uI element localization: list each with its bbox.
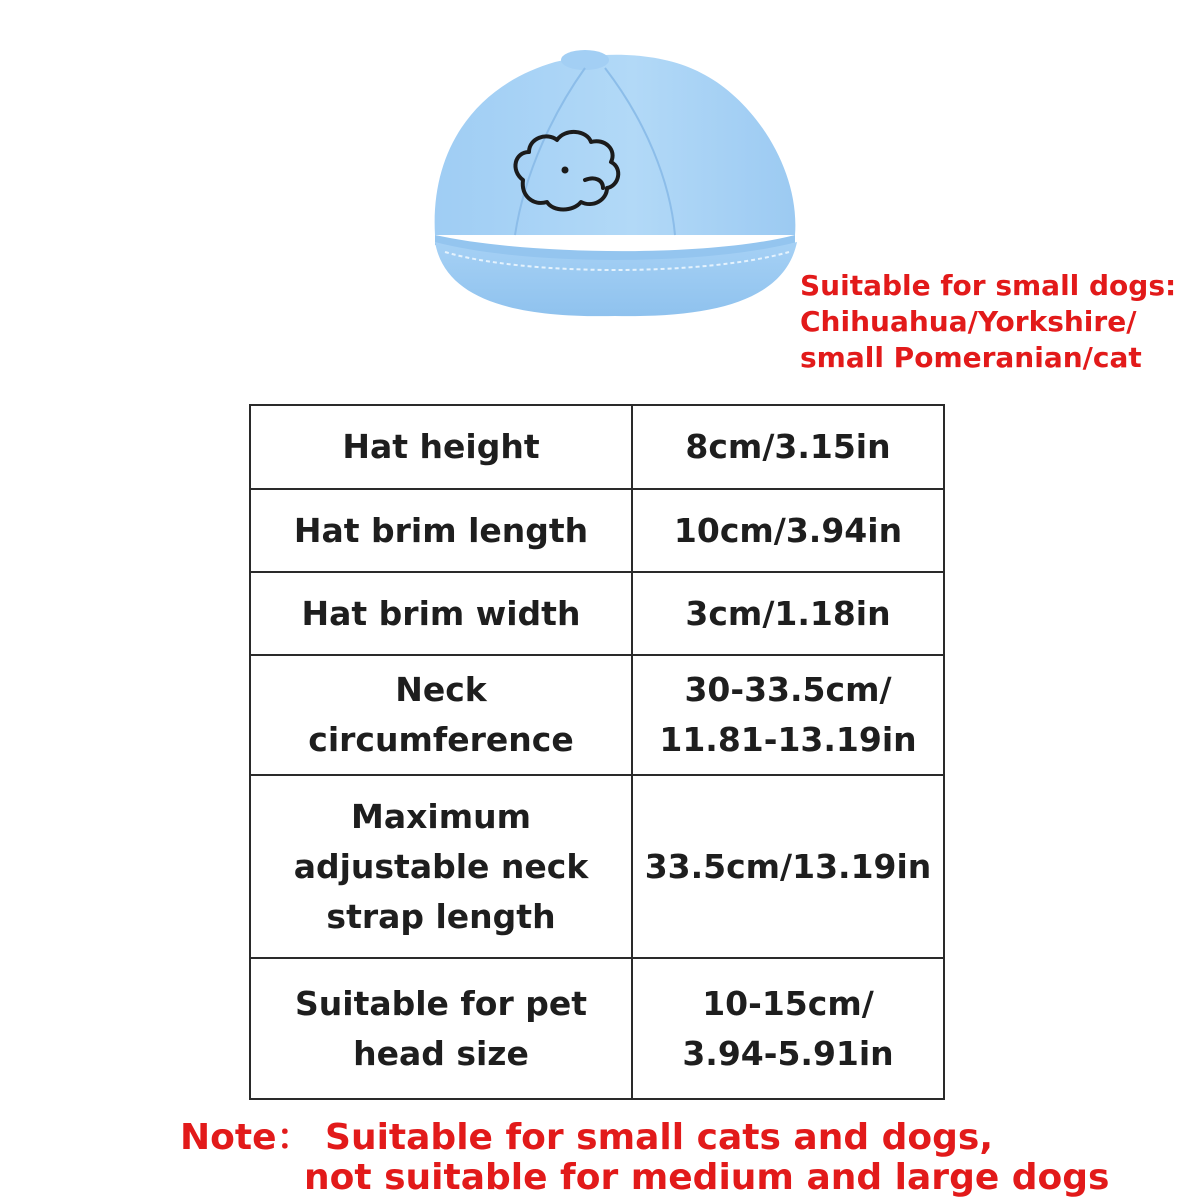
table-row: [250, 489, 944, 572]
sizing-note: [180, 1118, 1190, 1198]
spec-value: 30-33.5cm/: [684, 670, 892, 709]
table-row: [250, 655, 944, 775]
spec-value: 3cm/1.18in: [685, 593, 891, 633]
spec-value: 10cm/3.94in: [673, 510, 903, 550]
spec-label: adjustable neck: [293, 846, 589, 886]
spec-label: Hat height: [342, 427, 540, 466]
suitability-line: Suitable for small dogs:: [800, 269, 1177, 302]
spec-value-cell: [632, 655, 944, 775]
spec-label: strap length: [326, 896, 556, 936]
spec-label-cell: [250, 958, 632, 1099]
table-row: [250, 572, 944, 655]
suitability-note: [800, 268, 1195, 376]
note-line: Note： Suitable for small cats and dogs,: [180, 1117, 994, 1158]
spec-value: 10-15cm/: [702, 983, 874, 1023]
spec-value: 3.94-5.91in: [682, 1033, 894, 1073]
blue-cap-image: [405, 30, 825, 410]
spec-value-cell: [632, 405, 944, 489]
table-row: [250, 775, 944, 958]
spec-value-cell: [632, 572, 944, 655]
size-spec-table: [249, 404, 945, 1100]
table-row: [250, 958, 944, 1099]
spec-value: 8cm/3.15in: [685, 427, 891, 466]
spec-label: Maximum: [351, 796, 531, 836]
spec-value-cell: [632, 489, 944, 572]
spec-label-cell: [250, 775, 632, 958]
spec-label-cell: [250, 489, 632, 572]
suitability-line: small Pomeranian/cat: [800, 341, 1142, 374]
spec-value: 11.81-13.19in: [659, 720, 917, 759]
spec-value: 33.5cm/13.19in: [644, 846, 932, 886]
spec-label: Suitable for pet: [295, 983, 587, 1023]
spec-label-cell: [250, 572, 632, 655]
spec-value-cell: [632, 775, 944, 958]
spec-value-cell: [632, 958, 944, 1099]
spec-label: Hat brim length: [293, 510, 589, 550]
table-row: [250, 405, 944, 489]
note-line: not suitable for medium and large dogs: [304, 1157, 1110, 1198]
spec-label-cell: [250, 405, 632, 489]
spec-label: head size: [353, 1033, 529, 1073]
spec-label-cell: [250, 655, 632, 775]
spec-label: Hat brim width: [301, 593, 581, 633]
spec-label: Neck: [395, 670, 487, 709]
suitability-line: Chihuahua/Yorkshire/: [800, 305, 1137, 338]
spec-label: circumference: [308, 720, 574, 759]
